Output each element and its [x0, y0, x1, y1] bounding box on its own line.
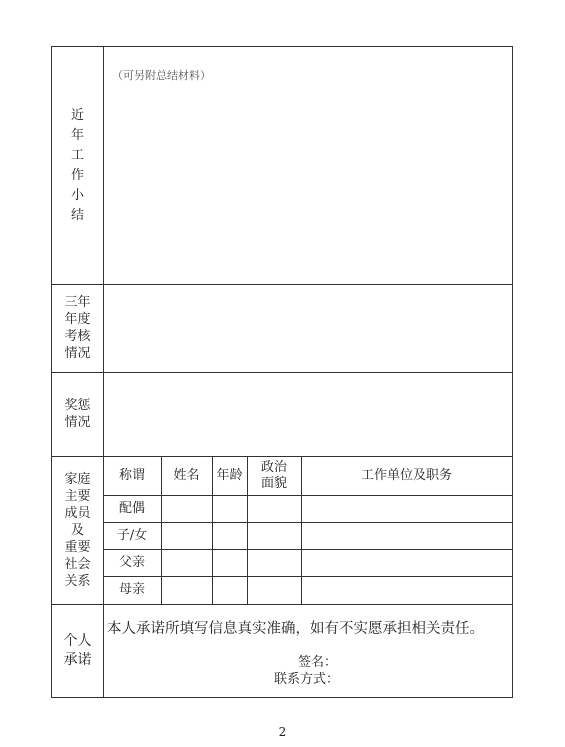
commitment-label: 个人 承诺	[63, 632, 92, 668]
label-char: 近	[70, 107, 84, 123]
work-summary-label	[52, 47, 103, 284]
label-char: 作	[70, 167, 84, 183]
row-divider	[103, 495, 512, 496]
header-employer-position: 工作单位及职务	[360, 467, 452, 483]
header-relation: 称谓	[118, 467, 145, 483]
relation-cell: 父亲	[118, 554, 145, 570]
relation-cell: 母亲	[118, 582, 145, 597]
row-divider	[103, 549, 512, 550]
label-char: 结	[70, 207, 84, 223]
row-divider	[103, 576, 512, 577]
family-label: 家庭 主要 成员 及 重要 社会 关系	[64, 471, 91, 589]
label-char: 小	[70, 187, 84, 203]
contact-label: 联系方式：	[274, 672, 340, 687]
row-divider	[52, 604, 512, 605]
work-summary-note: （可另附总结材料）	[112, 69, 211, 82]
header-name: 姓名	[173, 467, 200, 483]
row-divider	[52, 284, 512, 285]
annual-review-label: 三年 年度 考核 情况	[64, 295, 91, 361]
commitment-statement: 本人承诺所填写信息真实准确，如有不实愿承担相关责任。	[107, 621, 484, 637]
row-divider	[103, 522, 512, 523]
header-political-status: 政治 面貌	[260, 459, 287, 491]
label-char: 年	[70, 127, 84, 143]
signature-label: 签名：	[298, 655, 338, 670]
application-form-table	[51, 46, 513, 698]
label-char: 工	[70, 147, 84, 163]
row-divider	[52, 372, 512, 373]
relation-cell: 配偶	[118, 500, 145, 516]
relation-cell: 子/女	[116, 527, 148, 543]
rewards-label: 奖惩 情况	[64, 398, 91, 430]
page-number: 2	[278, 725, 287, 739]
header-age: 年龄	[216, 467, 243, 483]
